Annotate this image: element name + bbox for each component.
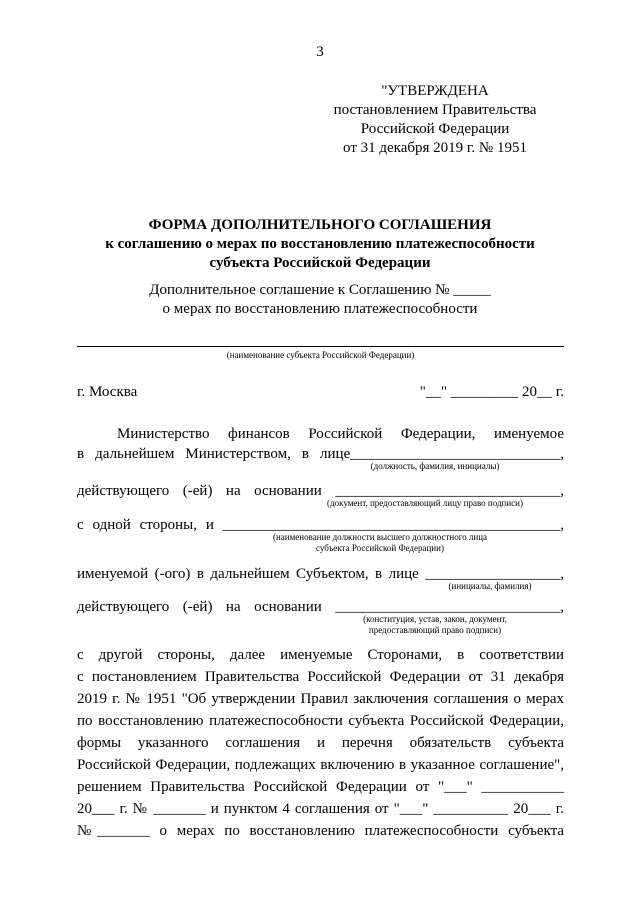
agreement-subtitle-line2: о мерах по восстановлению платежеспособности [162, 301, 478, 317]
caption-official-title-2: субъекта Российской Федерации) [316, 543, 444, 553]
body-line-one-side: с одной стороны, и _____________________________________________, [77, 517, 564, 533]
subject-name-line [77, 346, 564, 347]
caption-official-title-1: (наименование должности высшего должностного лица [272, 532, 488, 542]
form-title-line2: к соглашению о мерах по восстановлению платежеспособности [105, 236, 535, 252]
body-line-ministry: Министерство финансов Российской Федерации, именуемое [117, 426, 564, 442]
approval-line-date: от 31 декабря 2019 г. № 1951 [343, 140, 527, 156]
body-line-subject: именуемой (-ого) в дальнейшем Субъектом, в лице __________________, [77, 566, 564, 582]
paragraph-line: с другой стороны, далее именуемые Сторонами, в соответствии [77, 647, 564, 663]
body-line-person: в дальнейшем Министерством, в лице____________________________, [77, 446, 564, 462]
caption-position-name: (должность, фамилия, инициалы) [370, 461, 500, 471]
form-title [70, 216, 570, 273]
caption-initials: (инициалы, фамилия) [448, 581, 532, 591]
date-field: "__" _________ 20__ г. [419, 384, 564, 400]
subject-name-caption: (наименование субъекта Российской Федерации) [226, 350, 415, 360]
agreement-subtitle [70, 281, 570, 319]
page-number: 3 [316, 44, 324, 60]
place-label: г. Москва [77, 384, 138, 400]
approval-line-decree: постановлением Правительства [333, 102, 537, 118]
paragraph-line: по восстановлению платежеспособности субъекта Российской Федерации, [77, 713, 564, 729]
approval-block [320, 82, 550, 158]
body-line-basis-2: действующего (-ей) на основании ______________________________, [77, 599, 564, 615]
paragraph-line: 2019 г. № 1951 "Об утверждении Правил заключения соглашения о мерах [77, 691, 564, 707]
paragraph-line: Российской Федерации, подлежащих включению в указанное соглашение", [77, 757, 564, 773]
approval-line-federation: Российской Федерации [360, 121, 510, 137]
body-paragraph-parties [77, 644, 564, 842]
paragraph-line: решением Правительства Российской Федерации от "___" ___________ [77, 779, 564, 795]
paragraph-line: №_______ о мерах по восстановлению платежеспособности субъекта [77, 823, 564, 839]
caption-constitution-1: (конституция, устав, закон, документ, [363, 614, 507, 624]
caption-constitution-2: предоставляющий право подписи) [368, 625, 502, 635]
paragraph-line: с постановлением Правительства Российской Федерации от 31 декабря [77, 669, 564, 685]
paragraph-line: 20___ г. № _______ и пунктом 4 соглашения от "___" __________ 20___ г. [77, 801, 564, 817]
body-line-basis-1: действующего (-ей) на основании ______________________________, [77, 483, 564, 499]
agreement-subtitle-line1: Дополнительное соглашение к Соглашению № _____ [149, 282, 491, 298]
form-title-line3: субъекта Российской Федерации [209, 255, 431, 271]
form-title-line1: ФОРМА ДОПОЛНИТЕЛЬНОГО СОГЛАШЕНИЯ [148, 217, 492, 233]
paragraph-line: формы указанного соглашения и перечня обязательств субъекта [77, 735, 564, 751]
approval-line-approved: "УТВЕРЖДЕНА [381, 83, 489, 99]
caption-document: (документ, предоставляющий лицу право подписи) [327, 498, 523, 508]
